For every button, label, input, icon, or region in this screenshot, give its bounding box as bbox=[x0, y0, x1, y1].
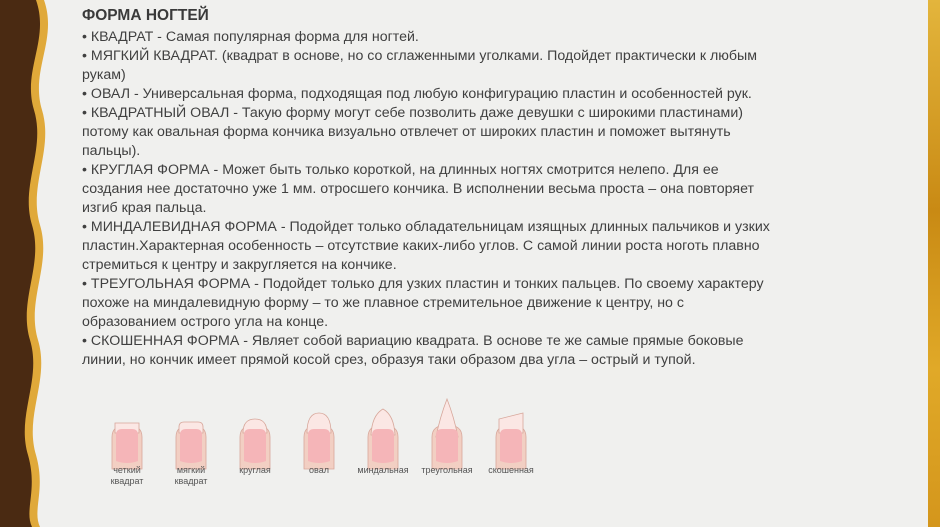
text-line: • МЯГКИЙ КВАДРАТ. (квадрат в основе, но со сглаженными уголками. Подойдет практически к любым bbox=[82, 48, 758, 64]
right-gold-border bbox=[928, 0, 940, 527]
nail-shape bbox=[432, 399, 462, 469]
text-line: пластин.Характерная особенность – отсутствие каких-либо углов. С самой линии роста ноготь плавно bbox=[82, 238, 760, 254]
nail-plate bbox=[500, 429, 522, 463]
text-line: линии, но кончик имеет прямой косой срез, образуя таки образом два угла – острый и тупой. bbox=[82, 352, 696, 368]
text-line: пальцы). bbox=[82, 143, 141, 159]
nail-label: треугольная bbox=[421, 465, 473, 475]
left-wave-decoration bbox=[0, 0, 62, 527]
nail-plate bbox=[244, 429, 266, 463]
text-content bbox=[82, 6, 902, 370]
nail-plate bbox=[180, 429, 202, 463]
nail-label: скошенная bbox=[488, 465, 534, 475]
nail-label: овал bbox=[309, 465, 329, 475]
nail-shape bbox=[368, 409, 398, 469]
text-line: • МИНДАЛЕВИДНАЯ ФОРМА - Подойдет только обладательницам изящных длинных пальчиков и узких bbox=[82, 219, 770, 235]
text-line: образованием острого угла на конце. bbox=[82, 314, 329, 330]
text-line: изгиб края пальца. bbox=[82, 200, 207, 216]
nail-label: четкий квадрат bbox=[110, 465, 144, 486]
text-line: стремиться к центру и закругляется на кончике. bbox=[82, 257, 397, 273]
text-line: потому как овальная форма кончика визуально отвлечет от широких пластин и поможет вытянуть bbox=[82, 124, 731, 140]
text-line: • КВАДРАТ - Самая популярная форма для ногтей. bbox=[82, 29, 419, 45]
text-line: • КВАДРАТНЫЙ ОВАЛ - Такую форму могут себе позволить даже девушки с широкими пластинами) bbox=[82, 105, 743, 121]
nail-label: мягкий квадрат bbox=[174, 465, 208, 486]
nail-shape bbox=[496, 413, 526, 469]
text-lines bbox=[82, 28, 902, 370]
nail-shape bbox=[176, 422, 206, 469]
nail-plate bbox=[308, 429, 330, 463]
page-title: ФОРМА НОГТЕЙ bbox=[82, 7, 209, 24]
text-line: • КРУГЛАЯ ФОРМА - Может быть только короткой, на длинных ногтях смотрится нелепо. Для ее bbox=[82, 162, 719, 178]
nail-shape bbox=[304, 413, 334, 469]
text-line: • ОВАЛ - Универсальная форма, подходящая под любую конфигурацию пластин и особенностей рук. bbox=[82, 86, 752, 102]
text-line: похоже на миндалевидную форму – то же плавное стремительное движение к центру, но с bbox=[82, 295, 684, 311]
nail-shape bbox=[112, 423, 142, 469]
nail-plate bbox=[116, 429, 138, 463]
text-line: создания нее достаточно уже 1 мм. отросшего кончика. В исполнении весьма проста – она повторяет bbox=[82, 181, 754, 197]
text-line: • ТРЕУГОЛЬНАЯ ФОРМА - Подойдет только для узких пластин и тонких пальцев. По своему характеру bbox=[82, 276, 764, 292]
text-line: • СКОШЕННАЯ ФОРМА - Являет собой вариацию квадрата. В основе те же самые прямые боковые bbox=[82, 333, 744, 349]
nail-label: миндальная bbox=[357, 465, 409, 475]
nail-plate bbox=[372, 429, 394, 463]
nail-label: круглая bbox=[239, 465, 271, 475]
nail-shapes-illustration bbox=[92, 385, 562, 500]
nail-shape bbox=[240, 419, 270, 469]
nail-plate bbox=[436, 429, 458, 463]
text-line: рукам) bbox=[82, 67, 126, 83]
